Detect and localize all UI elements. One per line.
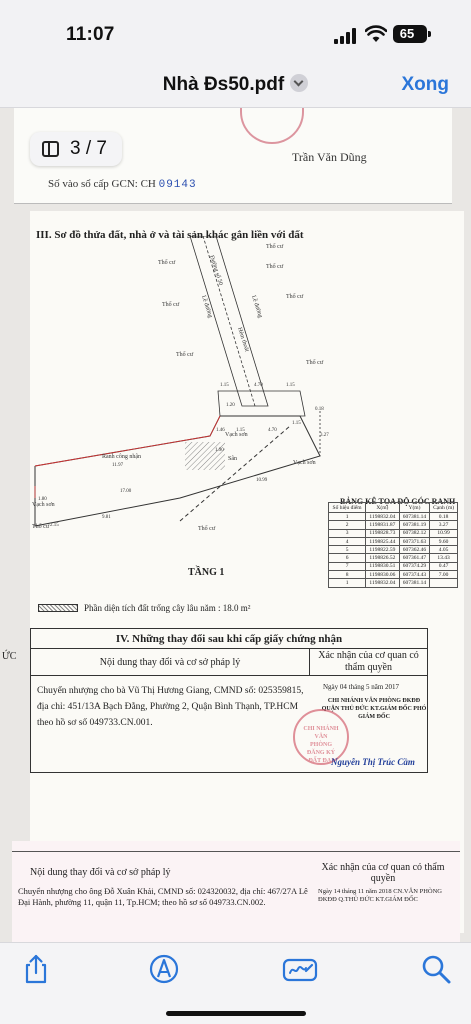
map-label: Ranh công nhận	[102, 454, 141, 460]
map-label: Sân	[228, 456, 237, 462]
map-label: Vạch sơn	[225, 432, 248, 438]
map-label: Vạch sơn	[293, 460, 316, 466]
map-dimension: 11.97	[112, 463, 124, 468]
map-dimension: 1.15	[292, 421, 301, 426]
table-cell: 4	[329, 537, 366, 545]
section4-table	[30, 628, 428, 773]
table-cell: 4.05	[430, 546, 458, 554]
table-cell: 1198826.52	[366, 554, 400, 562]
section3-title: III. Sơ đồ thửa đất, nhà ở và tài sản khác gắn liền với đất	[36, 229, 304, 241]
table-cell: 10.99	[430, 529, 458, 537]
legend	[38, 603, 250, 613]
nav-bar	[0, 62, 471, 108]
yard-area	[185, 442, 225, 470]
map-dimension: 2.15	[50, 523, 59, 528]
coordinate-table-body	[329, 513, 458, 588]
table-cell: 1198832.04	[366, 513, 400, 521]
map-dimension: 1.46	[216, 428, 225, 433]
map-dimension: 1.80	[38, 497, 47, 502]
table-cell: 607381.14	[399, 513, 430, 521]
legend-hatch-swatch	[38, 604, 78, 612]
land-plot-map	[30, 236, 330, 566]
section4-sign-org: CHI NHÁNH VĂN PHÒNG ĐKĐĐ QUẬN THỦ ĐỨC KT.GIÁM ĐỐC PHÓ GIÁM ĐỐC	[321, 698, 427, 720]
section4-title: IV. Những thay đổi sau khi cấp giấy chứng nhận	[115, 633, 343, 645]
share-icon[interactable]	[18, 951, 54, 987]
markup-icon[interactable]	[146, 951, 182, 987]
map-label: Thổ cư	[306, 360, 324, 366]
section4-signer-name: Nguyễn Thị Trúc Cầm	[331, 757, 415, 767]
table-cell: 1198825.44	[366, 537, 400, 545]
table-row	[329, 562, 458, 570]
section4-sign-date: Ngày 04 tháng 5 năm 2017	[323, 683, 400, 691]
map-dimension: 3.27	[320, 433, 329, 438]
table-row	[329, 546, 458, 554]
table-cell: 6	[329, 554, 366, 562]
document-viewer[interactable]	[0, 108, 471, 942]
table-cell: 3	[329, 529, 366, 537]
map-label: Hẻm thoát	[236, 326, 250, 353]
table-header: Số hiệu điểm	[329, 503, 366, 513]
map-label: Thổ cư	[198, 526, 216, 532]
table-header: Cạnh (m)	[430, 503, 458, 513]
map-dimension: 1.20	[226, 403, 235, 408]
status-time: 11:07	[66, 24, 115, 45]
search-icon[interactable]	[418, 951, 454, 987]
table-cell: 0.18	[430, 513, 458, 521]
stamp-text: CHI NHÁNH VĂN PHÒNG ĐĂNG KÝ ĐẤT ĐAI	[303, 726, 339, 764]
table-cell: 2	[329, 521, 366, 529]
table-cell: 1198830.51	[366, 562, 400, 570]
table-row	[329, 579, 458, 587]
bottom-toolbar	[0, 942, 471, 1024]
map-label: Vạch sơn	[32, 502, 55, 508]
map-label: Lề đường	[200, 294, 213, 319]
table-cell: 1198828.73	[366, 529, 400, 537]
cellular-signal-icon	[334, 28, 358, 44]
battery-nub	[428, 31, 431, 37]
coordinate-table-title: BẢNG KÊ TỌA ĐỘ GÓC RANH	[340, 497, 456, 506]
table-cell: 607374.43	[399, 571, 430, 579]
table-cell: 607382.12	[399, 529, 430, 537]
table-row	[329, 554, 458, 562]
table-cell: 1	[329, 579, 366, 587]
map-label: Thổ cư	[32, 524, 50, 530]
map-label: Thổ cư	[162, 302, 180, 308]
table-cell: 3.27	[430, 521, 458, 529]
table-cell: 607381.14	[399, 579, 430, 587]
table-cell: 5	[329, 546, 366, 554]
section4-header-row	[31, 648, 427, 676]
table-header-row	[329, 503, 458, 513]
map-label: Lề đường	[250, 294, 263, 319]
map-label: Thổ cư	[286, 294, 304, 300]
table-header: X(m)	[366, 503, 400, 513]
page-counter[interactable]	[30, 132, 122, 166]
section4-col2-header: Xác nhận của cơ quan có thẩm quyền	[309, 649, 427, 676]
battery-icon	[393, 25, 427, 43]
table-cell: 8	[329, 571, 366, 579]
map-dimension: 9.81	[102, 515, 111, 520]
map-label: Thổ cư	[176, 352, 194, 358]
gcn-label-text: Số vào sổ cấp GCN: CH	[48, 178, 156, 190]
table-cell: 7.00	[430, 571, 458, 579]
table-cell: 607381.19	[399, 521, 430, 529]
table-row	[329, 537, 458, 545]
map-dimension: 4.70	[254, 383, 263, 388]
table-row	[329, 513, 458, 521]
floor-label: TẦNG 1	[188, 567, 225, 578]
table-cell: 607361.47	[399, 554, 430, 562]
page-counter-text: 3 / 7	[70, 138, 107, 159]
gcn-number: 09143	[158, 179, 197, 191]
sidebar-toggle-icon[interactable]	[42, 141, 59, 157]
map-dimension: 1.15	[286, 383, 295, 388]
cropped-side-text: ỨC	[2, 651, 17, 662]
table-cell: 7	[329, 562, 366, 570]
table-cell: 13.43	[430, 554, 458, 562]
chevron-down-icon[interactable]	[290, 74, 308, 92]
table-cell: 607374.29	[399, 562, 430, 570]
legend-text: Phần diện tích đất trống cây lâu năm : 18.0 m²	[84, 603, 251, 613]
map-label: Đường số 50	[208, 254, 224, 287]
gcn-registry-label	[48, 178, 197, 191]
status-bar	[0, 0, 471, 62]
map-dimension: 0.18	[315, 407, 324, 412]
map-dimension: 1.90	[215, 448, 224, 453]
table-header: Y(m)	[399, 503, 430, 513]
wifi-icon	[365, 25, 387, 43]
table-row	[329, 529, 458, 537]
table-row	[329, 521, 458, 529]
table-cell: 1198832.04	[366, 579, 400, 587]
signature-icon[interactable]	[282, 951, 318, 987]
previous-page-signer: Trần Văn Dũng	[292, 150, 367, 164]
next-page-change-content: Chuyển nhượng cho ông Đỗ Xuân Khải, CMND số: 024320032, địa chỉ: 467/27A Lê Đại Hành, phường 11, quận 11, Tp.HCM; theo hồ sơ số 049733.CN.002.	[18, 886, 308, 907]
table-cell: 1	[329, 513, 366, 521]
table-cell: 1198822.59	[366, 546, 400, 554]
table-cell: 9.60	[430, 537, 458, 545]
document-title[interactable]	[0, 74, 471, 96]
table-cell: 1198830.06	[366, 571, 400, 579]
coordinate-table	[328, 502, 458, 588]
map-dimension: 10.99	[256, 478, 268, 483]
battery-level: 65	[399, 26, 415, 41]
map-label: Thổ cư	[158, 260, 176, 266]
map-label: Thổ cư	[266, 264, 284, 270]
map-label: Thổ cư	[266, 244, 284, 250]
map-dimension: 17.00	[120, 489, 132, 494]
map-dimension: 1.15	[236, 428, 245, 433]
table-cell: 1198831.87	[366, 521, 400, 529]
map-dimension: 4.70	[268, 428, 277, 433]
next-page-col2-header: Xác nhận của cơ quan có thẩm quyền	[321, 862, 445, 884]
home-indicator[interactable]	[166, 1011, 306, 1016]
section4-col1-header: Nội dung thay đổi và cơ sở pháp lý	[99, 657, 241, 668]
next-page-col1-header: Nội dung thay đổi và cơ sở pháp lý	[30, 867, 171, 878]
next-page-sign: Ngày 14 tháng 11 năm 2018 CN.VĂN PHÒNG ĐKĐĐ Q.THỦ ĐỨC KT.GIÁM ĐỐC	[318, 888, 442, 903]
table-cell	[430, 579, 458, 587]
document-title-text: Nhà Đs50.pdf	[162, 74, 285, 95]
table-cell: 607371.63	[399, 537, 430, 545]
table-cell: 607362.46	[399, 546, 430, 554]
map-dimension: 1.15	[220, 383, 229, 388]
table-row	[329, 571, 458, 579]
done-button[interactable]: Xong	[401, 74, 449, 95]
table-cell: 0.47	[430, 562, 458, 570]
section4-change-content: Chuyển nhượng cho bà Vũ Thị Hương Giang, CMND số: 025359815, địa chỉ: 451/13A Bạch Đằng, Phường 2, Quận Bình Thạnh, TP.HCM theo hồ sơ số 049733.CN.001.	[37, 686, 304, 728]
